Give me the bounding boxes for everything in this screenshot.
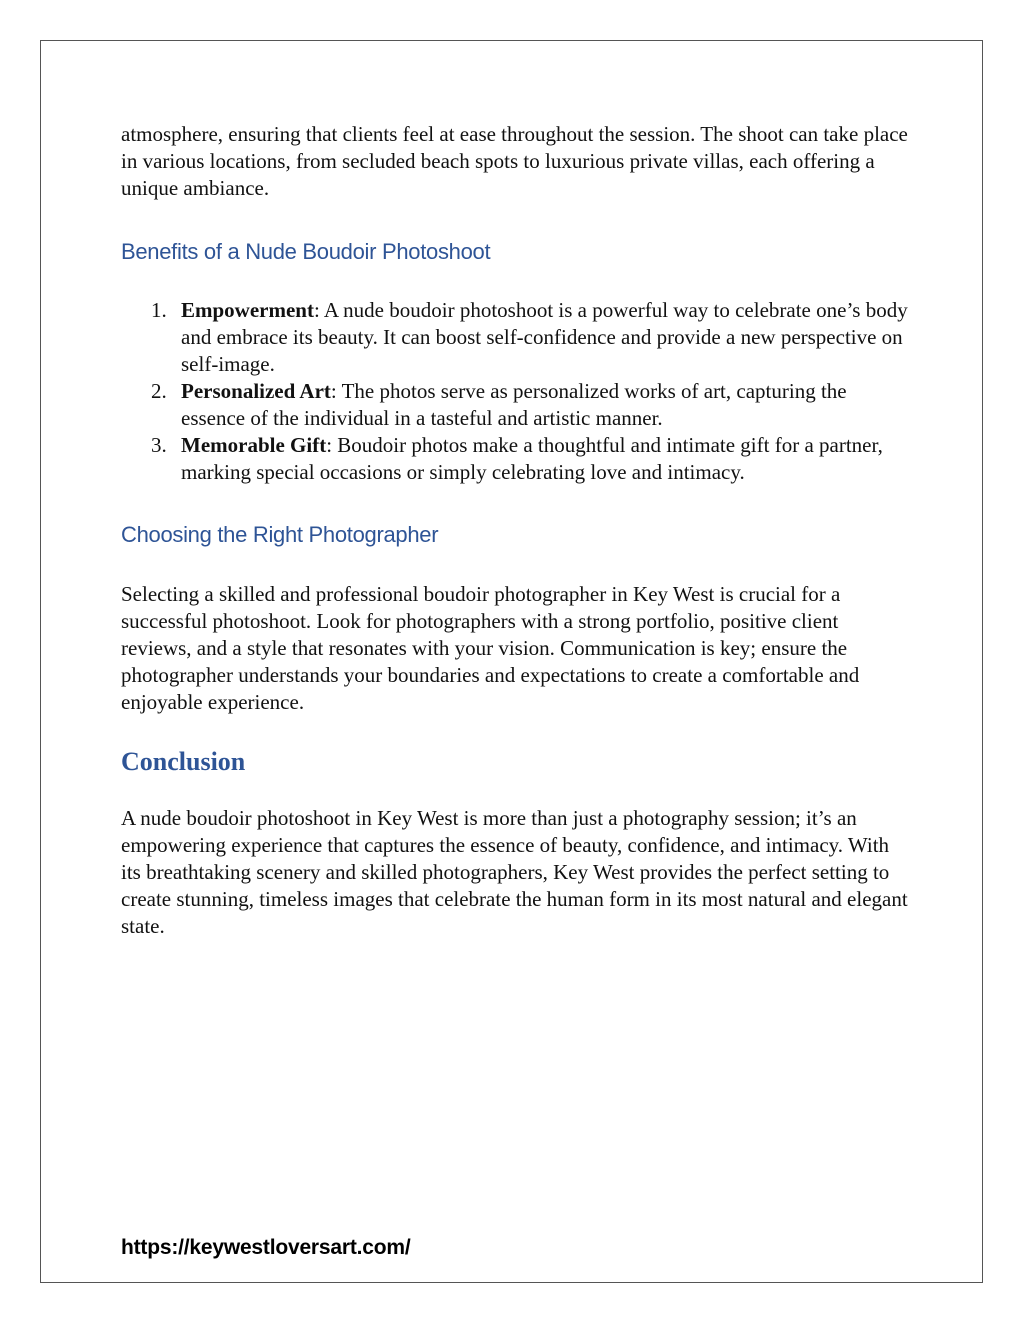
list-item xyxy=(121,432,911,486)
benefits-list xyxy=(121,297,911,486)
list-item-term: Personalized Art xyxy=(181,379,331,403)
list-item-text: : A nude boudoir photoshoot is a powerful way to celebrate one’s body and embrace its beauty. It can boost self-confidence and provide a new perspective on self-image. xyxy=(181,298,908,376)
choosing-paragraph: Selecting a skilled and professional boudoir photographer in Key West is crucial for a successful photoshoot. Look for photographers with a strong portfolio, positive client reviews, and a style that resonates with your vision. Communication is key; ensure the photographer understands your boundaries and expectations to create a comfortable and enjoyable experience. xyxy=(121,582,860,714)
conclusion-heading: Conclusion xyxy=(121,747,246,776)
conclusion-paragraph: A nude boudoir photoshoot in Key West is more than just a photography session; it’s an empowering experience that captures the essence of beauty, confidence, and intimacy. With its breathtaking scenery and skilled photographers, Key West provides the perfect setting to create stunning, timeless images that celebrate the human form in its most natural and elegant state. xyxy=(121,806,908,938)
footer-url-link[interactable]: https://keywestloversart.com/ xyxy=(121,1236,411,1259)
list-item-text: : Boudoir photos make a thoughtful and intimate gift for a partner, marking special occasions or simply celebrating love and intimacy. xyxy=(181,433,883,484)
intro-paragraph: atmosphere, ensuring that clients feel at ease throughout the session. The shoot can take place in various locations, from secluded beach spots to luxurious private villas, each offering a unique ambiance. xyxy=(121,122,908,200)
list-item xyxy=(121,378,911,432)
list-item-term: Empowerment xyxy=(181,298,314,322)
list-item-number: 1. xyxy=(151,298,167,322)
list-item xyxy=(121,297,911,378)
list-item-term: Memorable Gift xyxy=(181,433,327,457)
list-item-number: 2. xyxy=(151,379,167,403)
benefits-heading: Benefits of a Nude Boudoir Photoshoot xyxy=(121,239,491,264)
list-item-number: 3. xyxy=(151,433,167,457)
list-item-text: : The photos serve as personalized works of art, capturing the essence of the individual in a tasteful and artistic manner. xyxy=(181,379,847,430)
choosing-heading: Choosing the Right Photographer xyxy=(121,522,439,547)
document-body xyxy=(121,121,911,940)
